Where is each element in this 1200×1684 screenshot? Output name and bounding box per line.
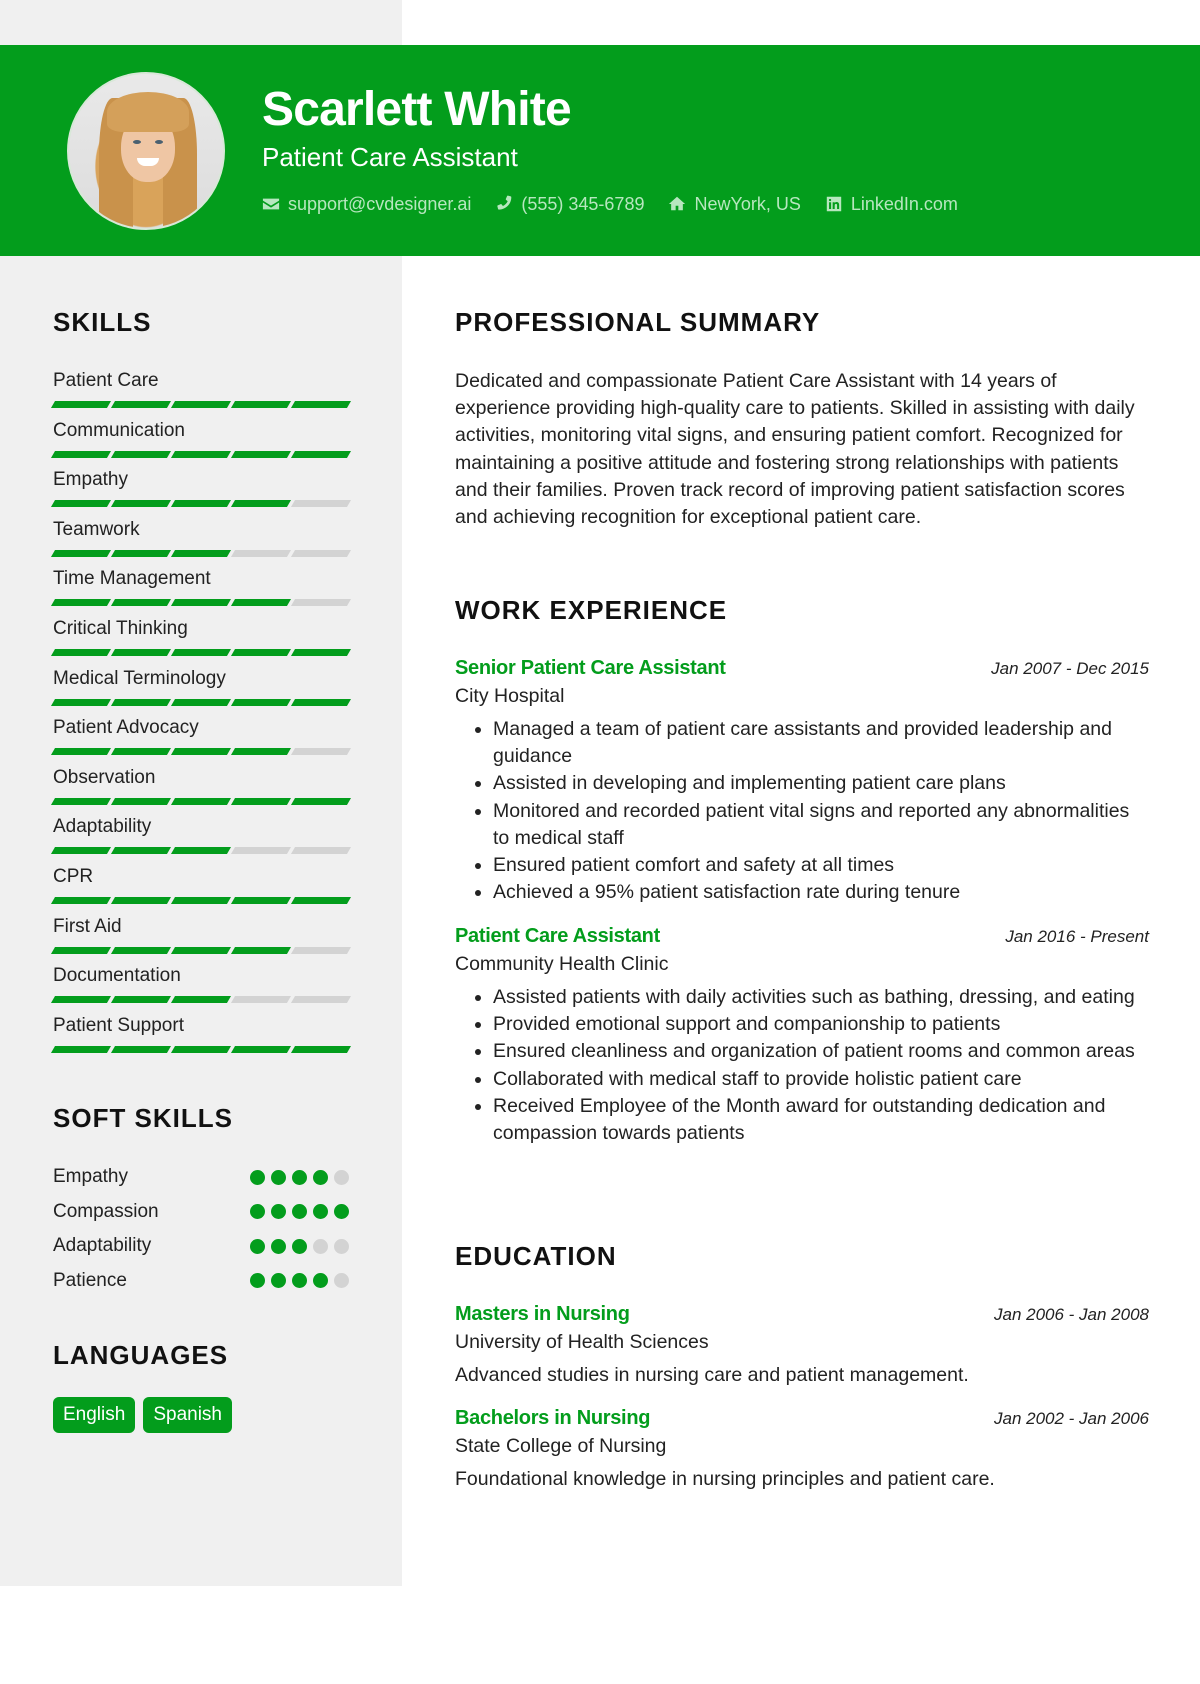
- job-title: Patient Care Assistant: [455, 925, 660, 947]
- skill-level-segment: [291, 649, 351, 656]
- skill-level-segment: [231, 897, 291, 904]
- job-bullet: • Received Employee of the Month award for outstanding dedication and compassion towards patients: [493, 1093, 1149, 1147]
- soft-skill-item: [53, 1160, 349, 1195]
- job-title: Senior Patient Care Assistant: [455, 657, 726, 679]
- skill-level-segment: [51, 649, 111, 656]
- rating-dot-icon: [250, 1170, 265, 1185]
- rating-dot-icon: [313, 1273, 328, 1288]
- skill-level-segment: [231, 748, 291, 755]
- skill-level-segment: [51, 1046, 111, 1053]
- job-bullet: • Ensured cleanliness and organization of patient rooms and common areas: [493, 1038, 1149, 1065]
- skill-level-segment: [111, 599, 171, 606]
- soft-skills-heading: SOFT SKILLS: [53, 1103, 233, 1133]
- skill-level-segment: [231, 599, 291, 606]
- skill-level-segment: [51, 947, 111, 954]
- degree-title: Masters in Nursing: [455, 1303, 630, 1325]
- skill-level-bar: [53, 500, 349, 507]
- skill-level-bar: [53, 947, 349, 954]
- skill-level-segment: [171, 550, 231, 557]
- skill-level-segment: [51, 699, 111, 706]
- education-heading: EDUCATION: [455, 1241, 617, 1271]
- skill-name: Critical Thinking: [53, 617, 188, 639]
- skill-level-segment: [51, 748, 111, 755]
- avatar-eye: [133, 140, 141, 144]
- rating-dot-icon: [250, 1204, 265, 1219]
- job-bullet: • Ensured patient comfort and safety at all times: [493, 852, 1149, 879]
- skill-level-segment: [231, 847, 291, 854]
- education-dates: Jan 2006 - Jan 2008: [993, 1305, 1149, 1324]
- contact-location-text: NewYork, US: [694, 194, 801, 214]
- job-bullets: [455, 984, 1149, 1147]
- skill-level-bar: [53, 550, 349, 557]
- skill-level-segment: [171, 699, 231, 706]
- soft-skill-name: Adaptability: [53, 1235, 152, 1257]
- rating-dot-icon: [250, 1239, 265, 1254]
- skill-level-segment: [291, 798, 351, 805]
- skill-level-segment: [111, 550, 171, 557]
- skill-name: Patient Advocacy: [53, 717, 199, 739]
- skill-name: Medical Terminology: [53, 667, 226, 689]
- soft-skill-name: Compassion: [53, 1200, 159, 1222]
- skill-item: [53, 914, 349, 964]
- rating-dot-icon: [334, 1273, 349, 1288]
- skill-level-segment: [171, 500, 231, 507]
- soft-skill-rating: [250, 1273, 349, 1288]
- education-description: Advanced studies in nursing care and patient management.: [455, 1364, 969, 1386]
- rating-dot-icon: [292, 1170, 307, 1185]
- skill-level-segment: [171, 1046, 231, 1053]
- summary-heading: PROFESSIONAL SUMMARY: [455, 307, 821, 337]
- skill-item: [53, 814, 349, 864]
- skill-item: [53, 715, 349, 765]
- rating-dot-icon: [334, 1204, 349, 1219]
- skill-level-bar: [53, 897, 349, 904]
- skill-level-bar: [53, 847, 349, 854]
- skill-level-segment: [51, 401, 111, 408]
- avatar: [67, 72, 225, 230]
- language-badge: English: [53, 1397, 135, 1433]
- skill-item: [53, 368, 349, 418]
- soft-skill-item: [53, 1264, 349, 1299]
- degree-title: Bachelors in Nursing: [455, 1407, 651, 1429]
- skill-level-bar: [53, 451, 349, 458]
- skill-level-segment: [111, 947, 171, 954]
- skill-level-segment: [291, 550, 351, 557]
- soft-skill-name: Empathy: [53, 1166, 128, 1188]
- job-dates: Jan 2007 - Dec 2015: [991, 659, 1149, 678]
- skill-name: Observation: [53, 766, 156, 788]
- rating-dot-icon: [250, 1273, 265, 1288]
- job-bullet: • Collaborated with medical staff to provide holistic patient care: [493, 1066, 1149, 1093]
- job-entry: [455, 654, 1149, 906]
- skill-level-segment: [171, 649, 231, 656]
- skill-level-segment: [111, 798, 171, 805]
- skill-level-segment: [51, 599, 111, 606]
- job-bullets: [455, 716, 1149, 906]
- skill-level-segment: [171, 599, 231, 606]
- skill-level-segment: [171, 748, 231, 755]
- avatar-hair: [107, 92, 189, 132]
- skill-level-segment: [231, 451, 291, 458]
- contact-location: [668, 192, 800, 216]
- skill-item: [53, 765, 349, 815]
- contact-linkedin-text: LinkedIn.com: [850, 194, 958, 214]
- languages-heading: LANGUAGES: [53, 1340, 229, 1370]
- contact-phone-text: (555) 345-6789: [521, 194, 645, 214]
- job-bullet: • Assisted patients with daily activities such as bathing, dressing, and eating: [493, 984, 1149, 1011]
- skill-name: Communication: [53, 419, 185, 441]
- skill-item: [53, 616, 349, 666]
- skill-level-segment: [231, 401, 291, 408]
- rating-dot-icon: [313, 1239, 328, 1254]
- soft-skill-name: Patience: [53, 1269, 127, 1291]
- soft-skill-rating: [250, 1239, 349, 1254]
- skill-level-bar: [53, 699, 349, 706]
- rating-dot-icon: [313, 1204, 328, 1219]
- skill-level-segment: [51, 847, 111, 854]
- skill-item: [53, 1013, 349, 1063]
- soft-skill-rating: [250, 1204, 349, 1219]
- candidate-role: Patient Care Assistant: [262, 142, 518, 172]
- rating-dot-icon: [334, 1239, 349, 1254]
- skill-level-segment: [291, 897, 351, 904]
- job-entry: [455, 922, 1149, 1147]
- rating-dot-icon: [292, 1239, 307, 1254]
- skill-level-segment: [51, 798, 111, 805]
- skill-level-segment: [51, 897, 111, 904]
- skill-item: [53, 418, 349, 468]
- skill-level-bar: [53, 401, 349, 408]
- skill-level-segment: [111, 451, 171, 458]
- skill-level-segment: [171, 401, 231, 408]
- rating-dot-icon: [271, 1273, 286, 1288]
- skill-item: [53, 963, 349, 1013]
- skill-level-segment: [231, 649, 291, 656]
- skill-level-segment: [291, 401, 351, 408]
- skill-name: First Aid: [53, 915, 122, 937]
- contact-linkedin[interactable]: [825, 192, 958, 216]
- home-icon: [668, 195, 686, 213]
- skill-level-segment: [291, 500, 351, 507]
- skill-name: Adaptability: [53, 816, 152, 838]
- skill-level-segment: [111, 649, 171, 656]
- skill-level-segment: [171, 947, 231, 954]
- job-employer: City Hospital: [455, 685, 565, 707]
- skill-level-bar: [53, 996, 349, 1003]
- job-bullet: • Assisted in developing and implementing patient care plans: [493, 770, 1149, 797]
- skill-level-segment: [291, 451, 351, 458]
- skill-level-segment: [231, 798, 291, 805]
- skill-level-segment: [51, 500, 111, 507]
- skill-level-segment: [291, 847, 351, 854]
- skill-name: Patient Care: [53, 370, 159, 391]
- skill-item: [53, 566, 349, 616]
- skill-level-segment: [51, 550, 111, 557]
- skill-level-segment: [51, 451, 111, 458]
- avatar-eye: [155, 140, 163, 144]
- skill-level-bar: [53, 1046, 349, 1053]
- envelope-icon: [262, 195, 280, 213]
- skill-level-segment: [111, 1046, 171, 1053]
- job-dates: Jan 2016 - Present: [1005, 927, 1149, 946]
- skill-name: Documentation: [53, 965, 181, 987]
- skill-level-segment: [51, 996, 111, 1003]
- skill-level-segment: [231, 500, 291, 507]
- skill-level-segment: [291, 1046, 351, 1053]
- skill-level-segment: [291, 947, 351, 954]
- summary-text: Dedicated and compassionate Patient Care Assistant with 14 years of experience providing high-quality care to patients. Skilled in assisting with daily activities, monitoring vital signs, and ensuring patient comfort. Recognized for maintaining a positive attitude and fostering strong relationships with patients and their families. Proven track record of improving patient satisfaction scores and achieving recognition for exceptional patient care.: [455, 370, 1135, 529]
- contact-list: [262, 192, 958, 216]
- languages-list: [53, 1397, 232, 1433]
- skill-name: Time Management: [53, 568, 211, 590]
- school-name: State College of Nursing: [455, 1435, 667, 1457]
- skill-name: CPR: [53, 865, 94, 887]
- skill-level-segment: [231, 996, 291, 1003]
- skill-level-segment: [111, 500, 171, 507]
- skill-item: [53, 666, 349, 716]
- job-employer: Community Health Clinic: [455, 953, 669, 975]
- skill-item: [53, 467, 349, 517]
- skill-level-bar: [53, 649, 349, 656]
- contact-phone[interactable]: [495, 192, 644, 216]
- language-badge: Spanish: [143, 1397, 232, 1433]
- rating-dot-icon: [292, 1273, 307, 1288]
- skill-level-segment: [231, 947, 291, 954]
- skills-list: [53, 368, 349, 1062]
- job-bullet: • Managed a team of patient care assistants and provided leadership and guidance: [493, 716, 1149, 770]
- skill-level-segment: [171, 996, 231, 1003]
- skill-level-segment: [171, 798, 231, 805]
- skill-item: [53, 864, 349, 914]
- rating-dot-icon: [271, 1170, 286, 1185]
- soft-skills-list: [53, 1160, 349, 1298]
- skill-level-segment: [231, 1046, 291, 1053]
- skill-level-segment: [171, 451, 231, 458]
- skills-heading: SKILLS: [53, 307, 152, 337]
- education-dates: Jan 2002 - Jan 2006: [993, 1409, 1149, 1428]
- rating-dot-icon: [271, 1204, 286, 1219]
- phone-icon: [495, 195, 513, 213]
- linkedin-icon: [825, 195, 843, 213]
- job-bullet: • Achieved a 95% patient satisfaction rate during tenure: [493, 879, 1149, 906]
- education-entry: [455, 1404, 1149, 1493]
- job-bullet: • Monitored and recorded patient vital signs and reported any abnormalities to medical staff: [493, 798, 1149, 852]
- skill-level-segment: [111, 401, 171, 408]
- skill-level-segment: [231, 550, 291, 557]
- skill-level-segment: [291, 599, 351, 606]
- rating-dot-icon: [313, 1170, 328, 1185]
- soft-skill-item: [53, 1195, 349, 1230]
- school-name: University of Health Sciences: [455, 1331, 709, 1353]
- contact-email-text: support@cvdesigner.ai: [288, 194, 472, 214]
- skill-level-segment: [231, 699, 291, 706]
- skill-name: Teamwork: [53, 518, 140, 540]
- skill-level-segment: [111, 699, 171, 706]
- soft-skill-rating: [250, 1170, 349, 1185]
- skill-level-segment: [171, 897, 231, 904]
- soft-skill-item: [53, 1229, 349, 1264]
- skill-level-bar: [53, 599, 349, 606]
- skill-name: Patient Support: [53, 1014, 184, 1036]
- skill-level-segment: [291, 748, 351, 755]
- job-bullet: • Provided emotional support and companionship to patients: [493, 1011, 1149, 1038]
- experience-heading: WORK EXPERIENCE: [455, 595, 728, 625]
- candidate-name: Scarlett White: [262, 83, 571, 136]
- skill-level-segment: [111, 847, 171, 854]
- rating-dot-icon: [334, 1170, 349, 1185]
- skill-level-segment: [291, 699, 351, 706]
- skill-level-segment: [111, 897, 171, 904]
- skill-level-segment: [111, 748, 171, 755]
- skill-level-bar: [53, 798, 349, 805]
- skill-item: [53, 517, 349, 567]
- skill-name: Empathy: [53, 469, 128, 491]
- rating-dot-icon: [271, 1239, 286, 1254]
- education-entry: [455, 1300, 1149, 1389]
- contact-email[interactable]: [262, 192, 471, 216]
- education-description: Foundational knowledge in nursing principles and patient care.: [455, 1468, 995, 1490]
- skill-level-segment: [111, 996, 171, 1003]
- skill-level-segment: [291, 996, 351, 1003]
- rating-dot-icon: [292, 1204, 307, 1219]
- skill-level-bar: [53, 748, 349, 755]
- skill-level-segment: [171, 847, 231, 854]
